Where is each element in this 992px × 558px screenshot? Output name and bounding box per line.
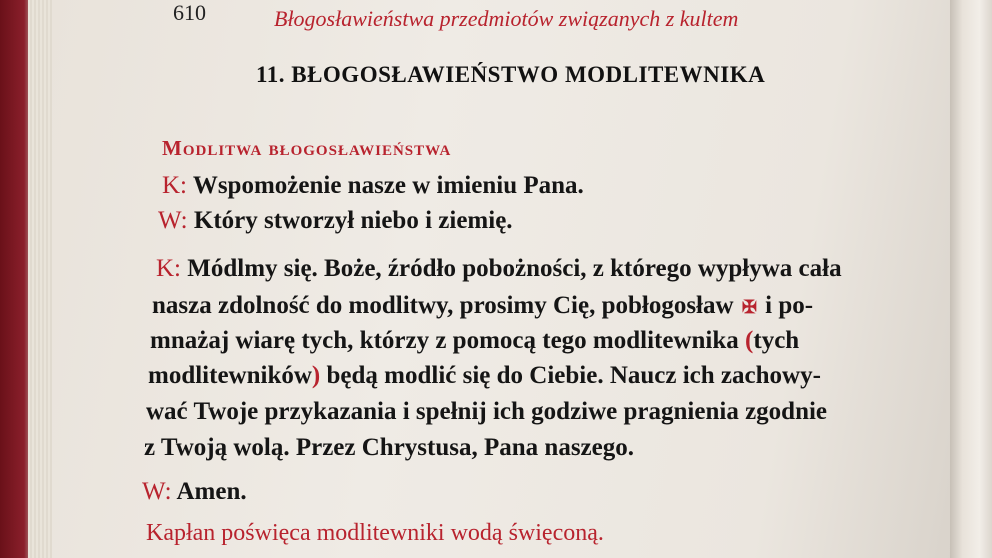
page-number: 610 — [173, 0, 206, 25]
verse-line-5 — [150, 327, 799, 355]
verse-text: będą modlić się do Ciebie. Naucz ich zachowy- — [326, 362, 821, 389]
verse-text: modlitewników — [148, 362, 312, 389]
verse-text: nasza zdolność do modlitwy, prosimy Cię, pobłogosław — [152, 292, 734, 319]
speaker-label: W: — [142, 478, 172, 505]
verse-text: mnażaj wiarę tych, którzy z pomocą tego modlitewnika — [150, 327, 739, 354]
rubric-instruction: Kapłan poświęca modlitewniki wodą święconą. — [146, 520, 604, 546]
verse-line-2 — [158, 207, 513, 235]
speaker-label: K: — [156, 255, 181, 282]
speaker-label: K: — [162, 172, 187, 199]
running-head: Błogosławieństwa przedmiotów związanych z kultem — [274, 6, 739, 31]
verse-text: Wspomożenie nasze w imieniu Pana. — [192, 172, 584, 199]
verse-line-4 — [152, 292, 813, 321]
verse-line-3 — [156, 255, 842, 283]
verse-text: tych — [753, 327, 800, 354]
verse-text: z Twoją wolą. Przez Chrystusa, Pana naszego. — [144, 434, 634, 461]
verse-text: wać Twoje przykazania i spełnij ich godziwe pragnienia zgodnie — [146, 398, 828, 425]
parenthesis-open: ( — [745, 327, 754, 354]
verse-text: Módlmy się. Boże, źródło pobożności, z którego wypływa cała — [187, 255, 842, 282]
cross-icon: ✠ — [741, 297, 757, 317]
parenthesis-close: ) — [311, 362, 321, 389]
prayer-title: Modlitwa błogosławieństwa — [162, 136, 452, 160]
verse-text: Amen. — [176, 478, 247, 505]
verse-line-1 — [162, 172, 584, 200]
verse-line-7 — [146, 398, 827, 426]
verse-line-6 — [148, 362, 821, 390]
section-title: 11. BŁOGOSŁAWIEŃSTWO MODLITEWNIKA — [256, 62, 766, 87]
verse-line-8 — [144, 434, 634, 462]
speaker-label: W: — [158, 207, 188, 234]
verse-text: Który stworzył niebo i ziemię. — [193, 207, 513, 234]
verse-line-9 — [142, 478, 247, 506]
verse-text: i po- — [765, 292, 814, 319]
